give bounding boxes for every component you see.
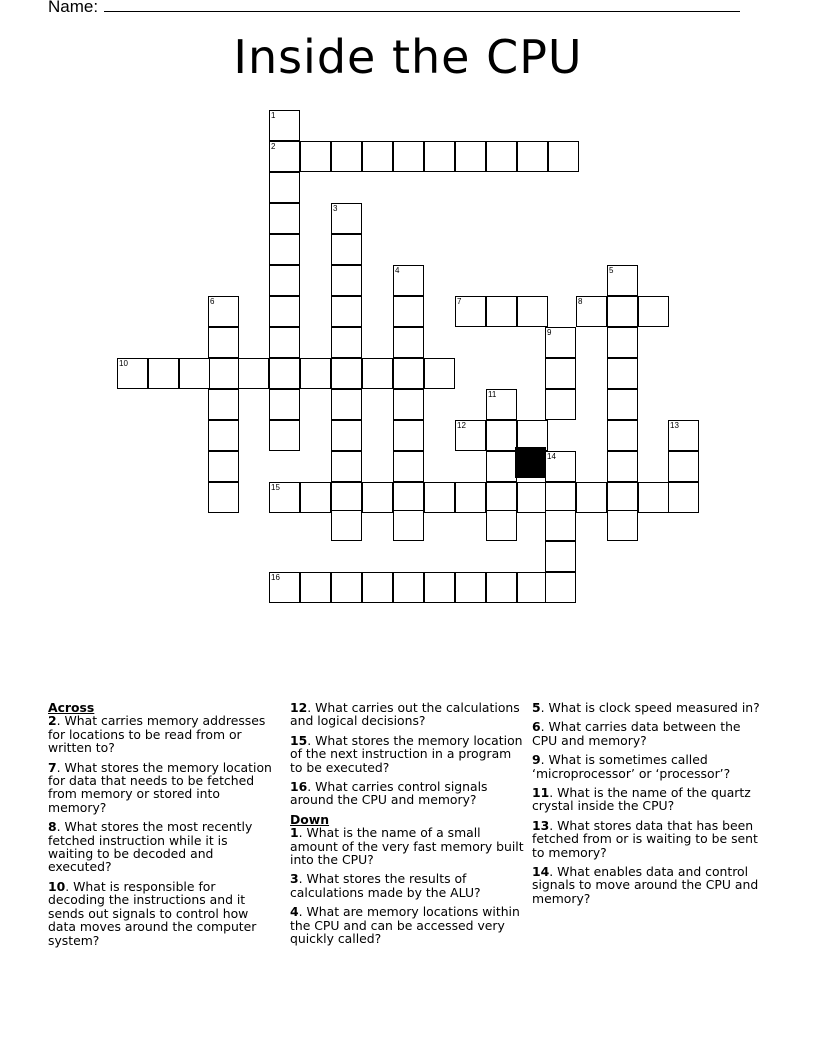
grid-cell[interactable]: [362, 572, 393, 603]
clue-number-label: 14: [532, 864, 550, 880]
grid-cell[interactable]: [424, 358, 455, 389]
clue-col1-7: 7. What stores the memory location for data that needs to be fetched from memory or stored into memory?: [48, 759, 272, 815]
clue-text: What stores the memory location for data that needs to be fetched from memory or stored into memory?: [48, 759, 272, 815]
grid-cell[interactable]: [455, 572, 486, 603]
clue-text: What is the name of a small amount of the very fast memory built into the CPU?: [290, 825, 524, 868]
grid-cell[interactable]: [269, 327, 300, 358]
grid-cell[interactable]: [638, 296, 669, 327]
clue-number: 15: [271, 483, 280, 492]
grid-cell[interactable]: [300, 358, 331, 389]
grid-cell[interactable]: [517, 482, 548, 513]
clue-number-label: 9: [532, 752, 541, 768]
clue-number: 6: [210, 297, 215, 306]
grid-cell[interactable]: [208, 389, 239, 420]
grid-cell[interactable]: [545, 510, 576, 541]
grid-cell[interactable]: [668, 451, 699, 482]
clue-number-label: 6: [532, 719, 541, 735]
grid-cell[interactable]: [486, 389, 517, 420]
grid-cell[interactable]: [331, 265, 362, 296]
grid-cell[interactable]: [208, 358, 239, 389]
clue-number-label: 3: [290, 871, 299, 887]
grid-cell[interactable]: [545, 451, 576, 482]
grid-cell[interactable]: [424, 572, 455, 603]
clue-number: 10: [119, 359, 128, 368]
name-underline[interactable]: [104, 0, 740, 12]
clue-number-label: 7: [48, 759, 57, 775]
grid-cell[interactable]: [393, 510, 424, 541]
clue-number-label: 4: [290, 904, 299, 920]
grid-cell[interactable]: [517, 141, 548, 172]
clue-col1-2: 2. What carries memory addresses for locations to be read from or written to?: [48, 713, 266, 756]
clue-number-label: 13: [532, 817, 550, 833]
grid-cell[interactable]: [393, 389, 424, 420]
clues-column-3: [532, 701, 764, 911]
clue-number: 11: [488, 390, 497, 399]
grid-cell[interactable]: [269, 389, 300, 420]
clue-text: What carries data between the CPU and memory?: [532, 719, 741, 748]
clue-col2_across-16: 16. What carries control signals around the CPU and memory?: [290, 779, 488, 808]
grid-cell[interactable]: [455, 482, 486, 513]
grid-cell[interactable]: [424, 482, 455, 513]
grid-cell[interactable]: [208, 420, 239, 451]
grid-cell[interactable]: [300, 482, 331, 513]
grid-cell[interactable]: [331, 358, 362, 389]
grid-cell[interactable]: [486, 482, 517, 513]
across-clue-list-continued: [290, 701, 526, 807]
clue-col3-9: 9. What is sometimes called ‘microprocessor’ or ‘processor’?: [532, 752, 731, 781]
grid-cell[interactable]: [362, 141, 393, 172]
clue-number: 9: [547, 328, 552, 337]
grid-cell[interactable]: [269, 296, 300, 327]
grid-cell[interactable]: [486, 296, 517, 327]
clue-text: What is the name of the quartz crystal inside the CPU?: [532, 785, 751, 814]
grid-cell[interactable]: [269, 234, 300, 265]
clue-number-label: 16: [290, 779, 308, 795]
grid-cell[interactable]: [393, 327, 424, 358]
grid-cell[interactable]: [545, 389, 576, 420]
clues-column-2: [290, 701, 526, 952]
clue-number: 13: [670, 421, 679, 430]
grid-cell[interactable]: [545, 327, 576, 358]
clue-number-label: 2: [48, 713, 57, 729]
clue-number-label: 1: [290, 825, 299, 841]
clue-text: What stores the most recently fetched instruction while it is waiting to be decoded and executed?: [48, 819, 253, 875]
clue-col3-14: 14. What enables data and control signals to move around the CPU and memory?: [532, 864, 759, 906]
grid-cell[interactable]: [668, 482, 699, 513]
clue-number: 8: [578, 297, 583, 306]
grid-cell[interactable]: [331, 510, 362, 541]
clue-col2_down-4: 4. What are memory locations within the CPU and can be accessed very quickly called?: [290, 904, 520, 947]
grid-cell[interactable]: [576, 296, 607, 327]
grid-cell[interactable]: [668, 420, 699, 451]
clue-number: 3: [333, 204, 338, 213]
clue-col3-6: 6. What carries data between the CPU and memory?: [532, 719, 741, 748]
grid-cell[interactable]: [517, 296, 548, 327]
name-field[interactable]: [48, 0, 740, 17]
grid-cell[interactable]: [548, 141, 579, 172]
clue-number-label: 11: [532, 785, 550, 801]
clue-col2_down-3: 3. What stores the results of calculations made by the ALU?: [290, 871, 481, 900]
grid-cell[interactable]: [393, 358, 424, 389]
grid-cell[interactable]: [486, 572, 517, 603]
grid-cell[interactable]: [208, 296, 239, 327]
grid-cell[interactable]: [269, 203, 300, 234]
clue-col1-10: 10. What is responsible for decoding the instructions and it sends out signals to control how data moves around the computer system?: [48, 878, 257, 948]
across-heading: Across: [48, 700, 95, 715]
grid-cell[interactable]: [331, 451, 362, 482]
grid-cell[interactable]: [331, 327, 362, 358]
clue-number: 1: [271, 111, 276, 120]
grid-cell[interactable]: [117, 358, 148, 389]
clue-number: 12: [457, 421, 466, 430]
grid-cell[interactable]: [545, 358, 576, 389]
grid-cell[interactable]: [607, 296, 638, 327]
grid-cell[interactable]: [331, 572, 362, 603]
grid-cell[interactable]: [331, 389, 362, 420]
clue-col3-13: 13. What stores data that has been fetched from or is waiting to be sent to memory?: [532, 817, 758, 860]
grid-cell[interactable]: [455, 141, 486, 172]
grid-cell[interactable]: [607, 358, 638, 389]
clue-text: What carries out the calculations and logical decisions?: [290, 700, 520, 729]
grid-cell[interactable]: [331, 203, 362, 234]
clue-text: What carries control signals around the CPU and memory?: [290, 779, 488, 808]
clue-number: 7: [457, 297, 462, 306]
grid-cell[interactable]: [393, 265, 424, 296]
clue-col2_down-1: 1. What is the name of a small amount of the very fast memory built into the CPU?: [290, 825, 524, 868]
grid-cell[interactable]: [607, 420, 638, 451]
grid-cell[interactable]: [607, 510, 638, 541]
grid-cell[interactable]: [576, 482, 607, 513]
clue-number: 16: [271, 573, 280, 582]
clue-number: 14: [547, 452, 556, 461]
grid-cell[interactable]: [331, 234, 362, 265]
grid-cell[interactable]: [486, 141, 517, 172]
grid-cell[interactable]: [331, 482, 362, 513]
clue-number-label: 8: [48, 819, 57, 835]
clue-col3-5: 5. What is clock speed measured in?: [532, 700, 760, 715]
grid-cell[interactable]: [269, 265, 300, 296]
grid-cell[interactable]: [486, 510, 517, 541]
grid-cell[interactable]: [362, 482, 393, 513]
grid-cell[interactable]: [517, 572, 548, 603]
grid-cell[interactable]: [300, 572, 331, 603]
grid-cell[interactable]: [179, 358, 210, 389]
grid-cell[interactable]: [455, 420, 486, 451]
grid-cell[interactable]: [424, 141, 455, 172]
grid-cell[interactable]: [545, 482, 576, 513]
clue-text: What is sometimes called ‘microprocessor’ or ‘processor’?: [532, 752, 731, 781]
clue-text: What stores the results of calculations made by the ALU?: [290, 871, 481, 900]
grid-cell[interactable]: [393, 451, 424, 482]
down-clue-list-continued: [532, 701, 764, 905]
grid-cell[interactable]: [300, 141, 331, 172]
grid-cell[interactable]: [269, 420, 300, 451]
grid-cell[interactable]: [393, 296, 424, 327]
grid-cell[interactable]: [607, 389, 638, 420]
grid-cell[interactable]: [208, 451, 239, 482]
clue-text: What stores data that has been fetched from or is waiting to be sent to memory?: [532, 817, 758, 860]
clue-text: What enables data and control signals to move around the CPU and memory?: [532, 864, 759, 906]
grid-cell[interactable]: [148, 358, 179, 389]
clue-number-label: 5: [532, 700, 541, 715]
grid-cell[interactable]: [362, 358, 393, 389]
clue-col2_across-15: 15. What stores the memory location of the next instruction in a program to be executed?: [290, 732, 523, 775]
grid-cell[interactable]: [238, 358, 269, 389]
grid-cell[interactable]: [331, 420, 362, 451]
grid-cell[interactable]: [607, 327, 638, 358]
clue-col3-11: 11. What is the name of the quartz crystal inside the CPU?: [532, 785, 751, 814]
grid-cell[interactable]: [331, 141, 362, 172]
grid-cell[interactable]: [269, 141, 300, 172]
clue-text: What is responsible for decoding the instructions and it sends out signals to control how data moves around the computer system?: [48, 878, 257, 948]
grid-cell[interactable]: [545, 541, 576, 572]
grid-cell[interactable]: [269, 110, 300, 141]
grid-cell[interactable]: [486, 420, 517, 451]
clue-text: What carries memory addresses for locations to be read from or written to?: [48, 713, 266, 756]
grid-cell[interactable]: [638, 482, 669, 513]
grid-cell[interactable]: [455, 296, 486, 327]
clue-text: What is clock speed measured in?: [548, 700, 760, 715]
down-clue-list: [290, 826, 526, 945]
grid-cell[interactable]: [269, 572, 300, 603]
name-label: Name:: [48, 0, 99, 16]
down-heading: Down: [290, 811, 330, 827]
clue-text: What stores the memory location of the next instruction in a program to be executed?: [290, 732, 523, 775]
clue-number: 5: [609, 266, 614, 275]
clues-column-1: [48, 701, 276, 953]
grid-cell[interactable]: [269, 358, 300, 389]
grid-cell[interactable]: [607, 451, 638, 482]
grid-cell[interactable]: [545, 572, 576, 603]
grid-cell[interactable]: [269, 172, 300, 203]
grid-cell[interactable]: [331, 296, 362, 327]
across-clue-list: [48, 714, 276, 947]
grid-cell[interactable]: [486, 451, 517, 482]
grid-cell[interactable]: [393, 482, 424, 513]
clue-number-label: 10: [48, 878, 66, 894]
grid-cell[interactable]: [607, 482, 638, 513]
page-title: Inside the CPU: [233, 30, 583, 84]
grid-cell[interactable]: [269, 482, 300, 513]
clue-number: 2: [271, 142, 276, 151]
grid-cell[interactable]: [393, 572, 424, 603]
grid-cell[interactable]: [393, 420, 424, 451]
clue-number-label: 12: [290, 700, 308, 715]
clue-col1-8: 8. What stores the most recently fetched instruction while it is waiting to be decoded and executed?: [48, 819, 253, 875]
grid-cell[interactable]: [393, 141, 424, 172]
clue-number-label: 15: [290, 732, 308, 748]
black-cell: [515, 447, 546, 478]
grid-cell[interactable]: [208, 482, 239, 513]
clue-text: What are memory locations within the CPU and can be accessed very quickly called?: [290, 904, 520, 947]
grid-cell[interactable]: [208, 327, 239, 358]
clue-number: 4: [395, 266, 400, 275]
clue-col2_across-12: 12. What carries out the calculations and logical decisions?: [290, 700, 520, 729]
grid-cell[interactable]: [607, 265, 638, 296]
